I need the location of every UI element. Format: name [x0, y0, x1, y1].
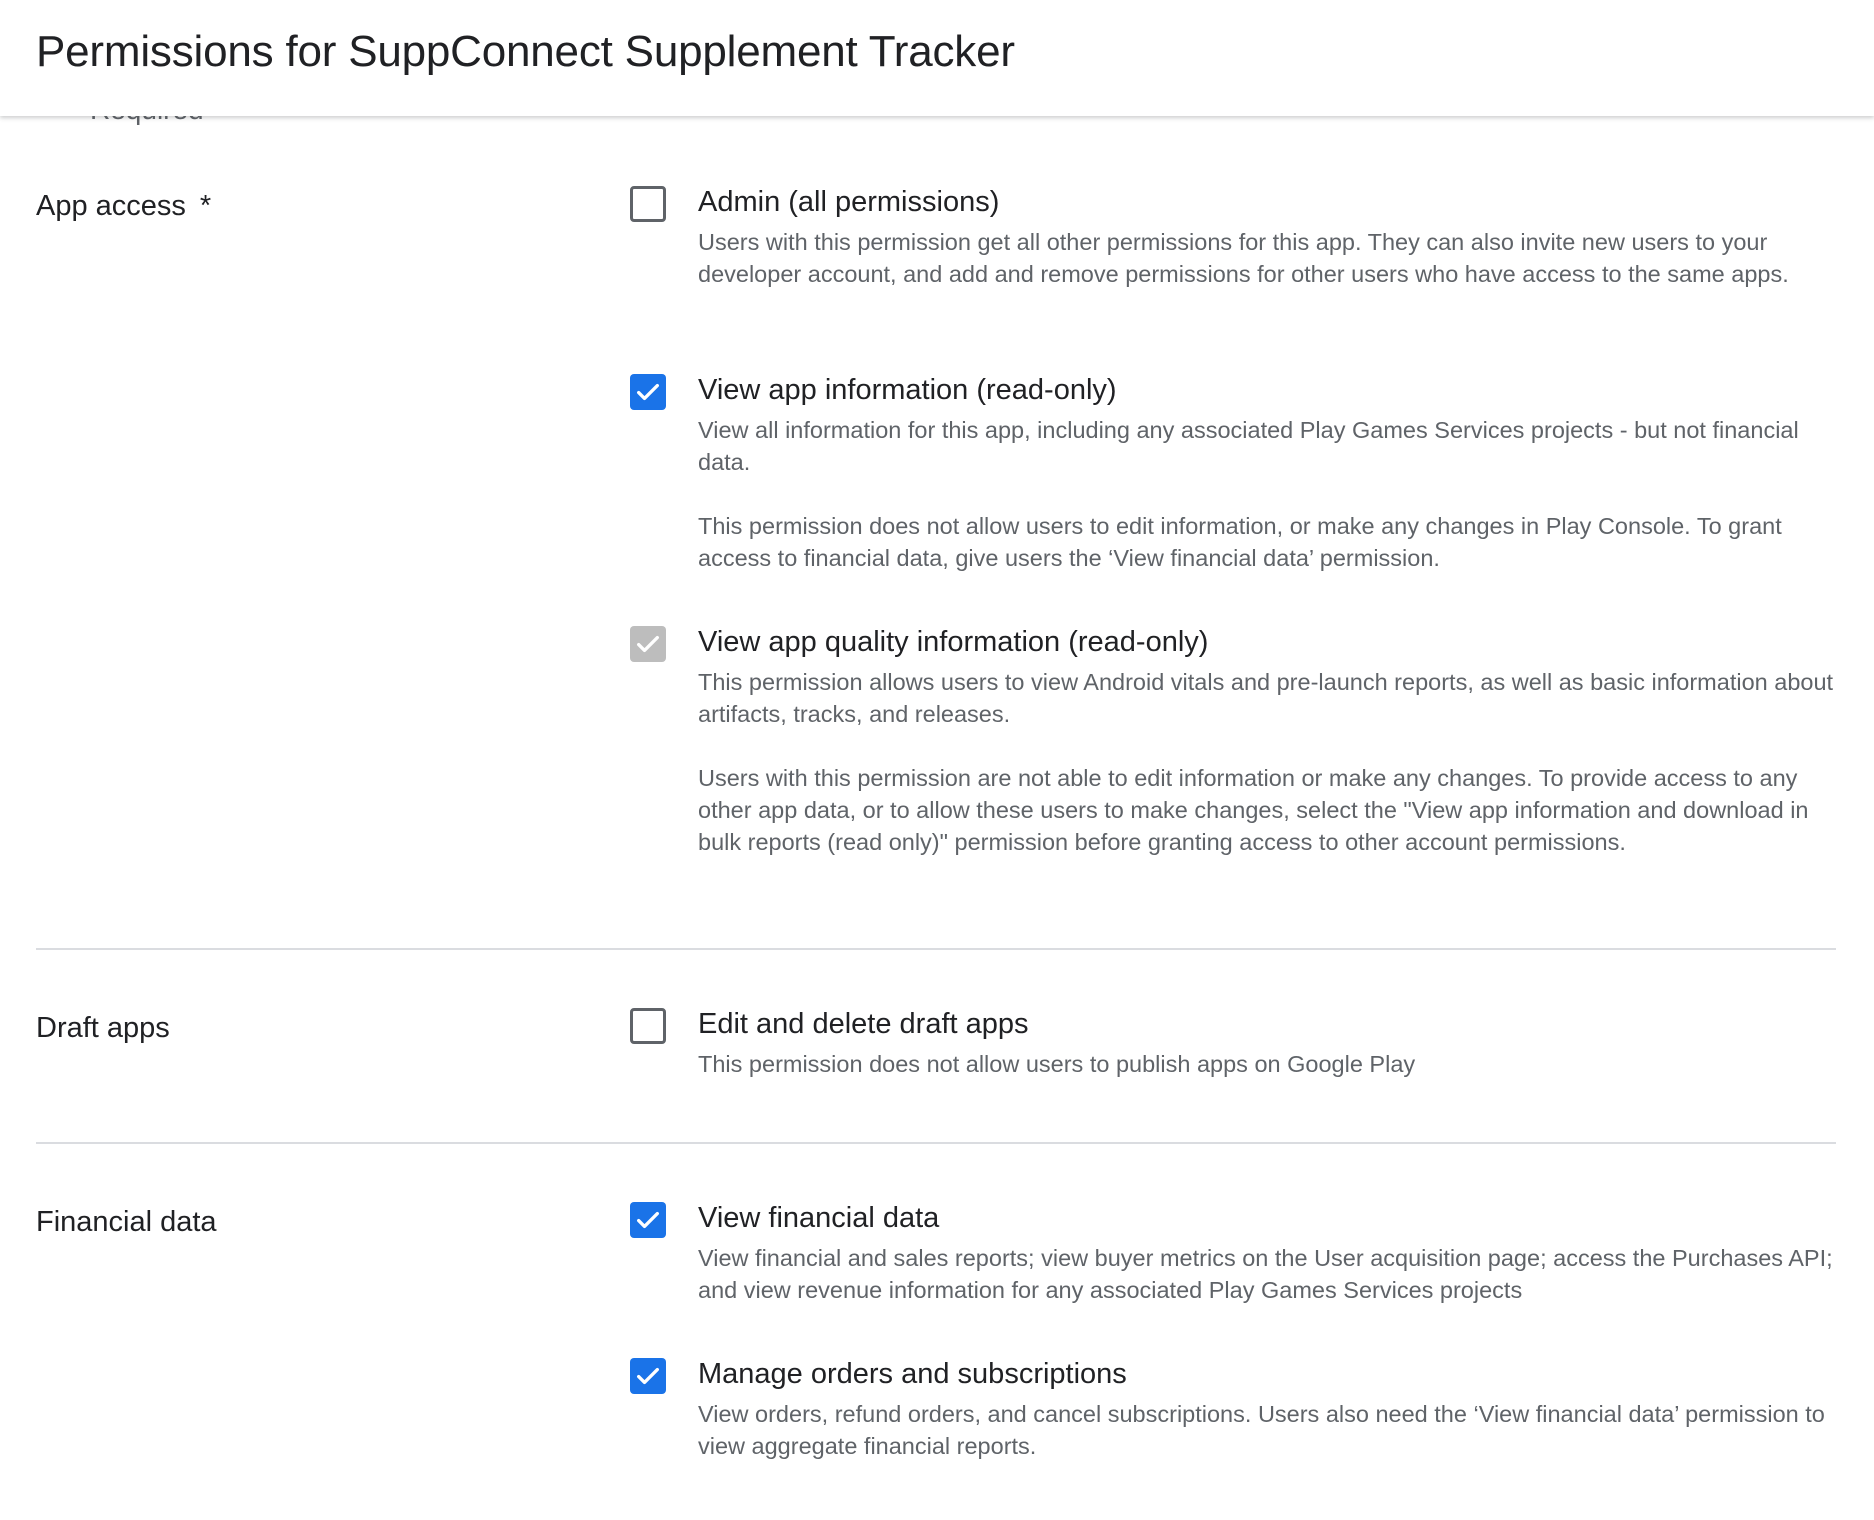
- option-description: [698, 226, 1843, 290]
- section-label-financial-data: [36, 1202, 217, 1242]
- option-description-paragraph: Users with this permission are not able to edit information or make any changes. To provide access to any other app data, or to allow these users to make changes, select the "View app information and download in bulk reports (read only)" permission before granting access to other account permissions.: [698, 765, 1809, 855]
- checkbox-edit-delete-draft-apps[interactable]: [630, 1008, 666, 1044]
- checkbox-view-app-information[interactable]: [630, 374, 666, 410]
- option-description: [698, 666, 1843, 858]
- page-title: Permissions for SuppConnect Supplement Tracker: [36, 27, 1015, 76]
- option-description: [698, 1048, 1843, 1080]
- section-divider: [36, 1142, 1836, 1144]
- section-divider: [36, 948, 1836, 950]
- option-description-paragraph: View financial and sales reports; view buyer metrics on the User acquisition page; access the Purchases API; and view revenue information for any associated Play Games Services projects: [698, 1245, 1833, 1303]
- option-title: Edit and delete draft apps: [698, 1008, 1029, 1040]
- page-header: [0, 0, 1874, 116]
- option-description: [698, 414, 1843, 574]
- option-title: Manage orders and subscriptions: [698, 1358, 1127, 1390]
- option-description-paragraph: View all information for this app, including any associated Play Games Services projects - but not financial data.: [698, 417, 1799, 475]
- option-description-paragraph: This permission does not allow users to publish apps on Google Play: [698, 1051, 1416, 1077]
- option-title: View financial data: [698, 1202, 940, 1234]
- option-title: View app information (read-only): [698, 374, 1117, 406]
- option-description-paragraph: Users with this permission get all other permissions for this app. They can also invite new users to your developer account, and add and remove permissions for other users who have access to the same apps.: [698, 229, 1789, 287]
- checkbox-view-financial-data[interactable]: [630, 1202, 666, 1238]
- option-title: Admin (all permissions): [698, 186, 1000, 218]
- check-icon: [634, 1362, 662, 1390]
- check-icon: [634, 630, 662, 658]
- checkbox-view-app-quality: [630, 626, 666, 662]
- section-label-app-access: [36, 186, 211, 226]
- checkbox-admin[interactable]: [630, 186, 666, 222]
- option-description: [698, 1398, 1843, 1462]
- check-icon: [634, 378, 662, 406]
- option-description-paragraph: This permission allows users to view Android vitals and pre-launch reports, as well as basic information about artifacts, tracks, and releases.: [698, 669, 1834, 727]
- option-description: [698, 1242, 1843, 1306]
- check-icon: [634, 1206, 662, 1234]
- option-description-paragraph: View orders, refund orders, and cancel subscriptions. Users also need the ‘View financial data’ permission to view aggregate financial reports.: [698, 1401, 1825, 1459]
- required-asterisk: *: [199, 190, 212, 222]
- option-description-paragraph: This permission does not allow users to edit information, or make any changes in Play Console. To grant access to financial data, give users the ‘View financial data’ permission.: [698, 513, 1782, 571]
- checkbox-manage-orders-subscriptions[interactable]: [630, 1358, 666, 1394]
- section-label-draft-apps: [36, 1008, 170, 1048]
- option-title: View app quality information (read-only): [698, 626, 1209, 658]
- section-label-text: App access: [36, 190, 186, 222]
- section-label-text: Draft apps: [36, 1012, 170, 1044]
- section-label-text: Financial data: [36, 1206, 217, 1238]
